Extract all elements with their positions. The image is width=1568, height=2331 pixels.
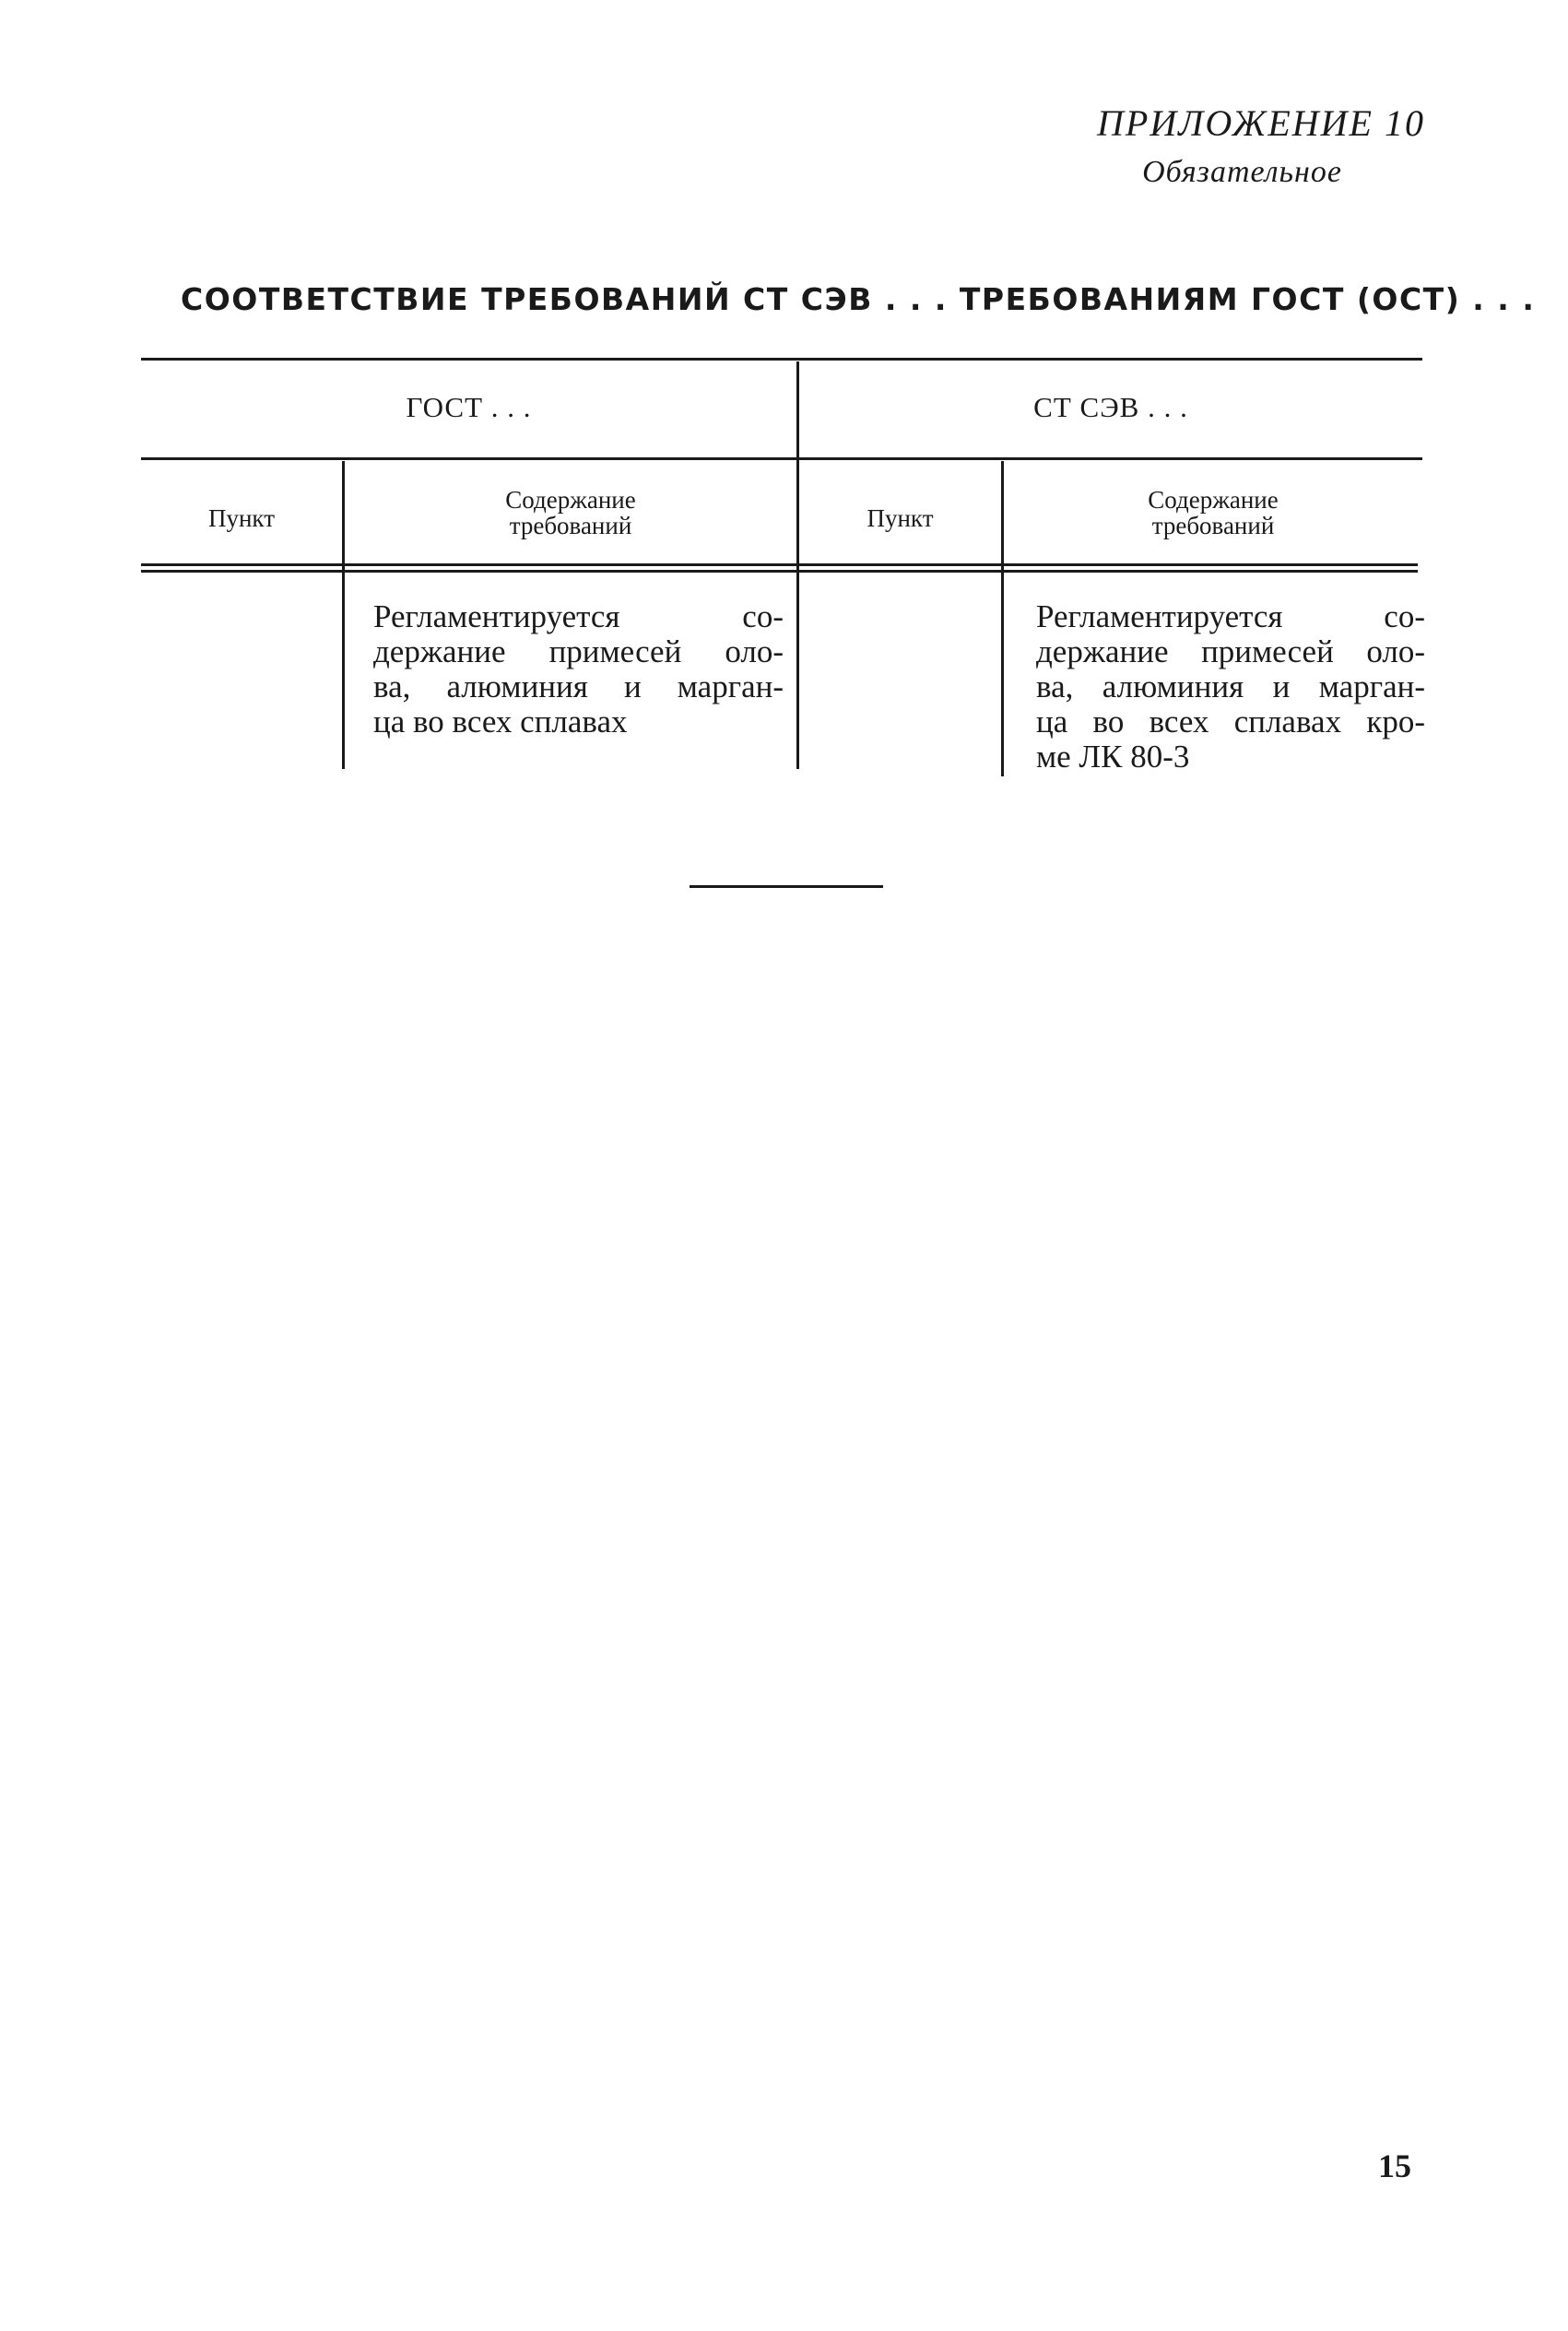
gost-content-line: Регламентируется со- (373, 598, 784, 634)
sev-content-header (1004, 487, 1422, 538)
table-header-rule-1 (141, 563, 1418, 566)
end-of-section-rule (690, 885, 883, 888)
gost-item-header: Пункт (207, 504, 275, 532)
table-header-rule-2 (141, 570, 1418, 573)
sev-content-line: ва, алюминия и марган- (1036, 669, 1425, 704)
appendix-label: ПРИЛОЖЕНИЕ 10 (1097, 102, 1425, 144)
appendix-status: Обязательное (1142, 155, 1342, 189)
gost-content-header (345, 487, 796, 538)
table-top-rule (141, 358, 1422, 361)
sev-content-line: ме ЛК 80-3 (1036, 739, 1190, 775)
sev-content-line: держание примесей оло- (1036, 633, 1425, 669)
table-group-rule (141, 457, 1422, 460)
gost-content-line: ца во всех сплавах (373, 704, 628, 740)
sev-content-header-line2: требований (1151, 512, 1275, 539)
gost-group-header: ГОСТ . . . (406, 391, 532, 423)
sev-content-line: Регламентируется со- (1036, 598, 1425, 634)
gost-content-line: держание примесей оло- (373, 633, 784, 669)
sev-row-content (1036, 599, 1425, 775)
gost-content-line: ва, алюминия и марган- (373, 669, 784, 704)
document-title: СООТВЕТСТВИЕ ТРЕБОВАНИЙ СТ СЭВ . . . ТРЕБОВАНИЯМ ГОСТ (ОСТ) . . . (181, 281, 1536, 317)
sev-content-header-line1: Содержание (1148, 486, 1279, 514)
sev-group-header: СТ СЭВ . . . (1033, 391, 1188, 423)
sev-item-header: Пункт (867, 504, 934, 532)
gost-content-header-line2: требований (509, 512, 632, 539)
gost-row-content (373, 599, 784, 740)
sev-content-line: ца во всех сплавах кро- (1036, 704, 1425, 740)
gost-content-header-line1: Содержание (505, 486, 636, 514)
page-number: 15 (1378, 2148, 1411, 2184)
